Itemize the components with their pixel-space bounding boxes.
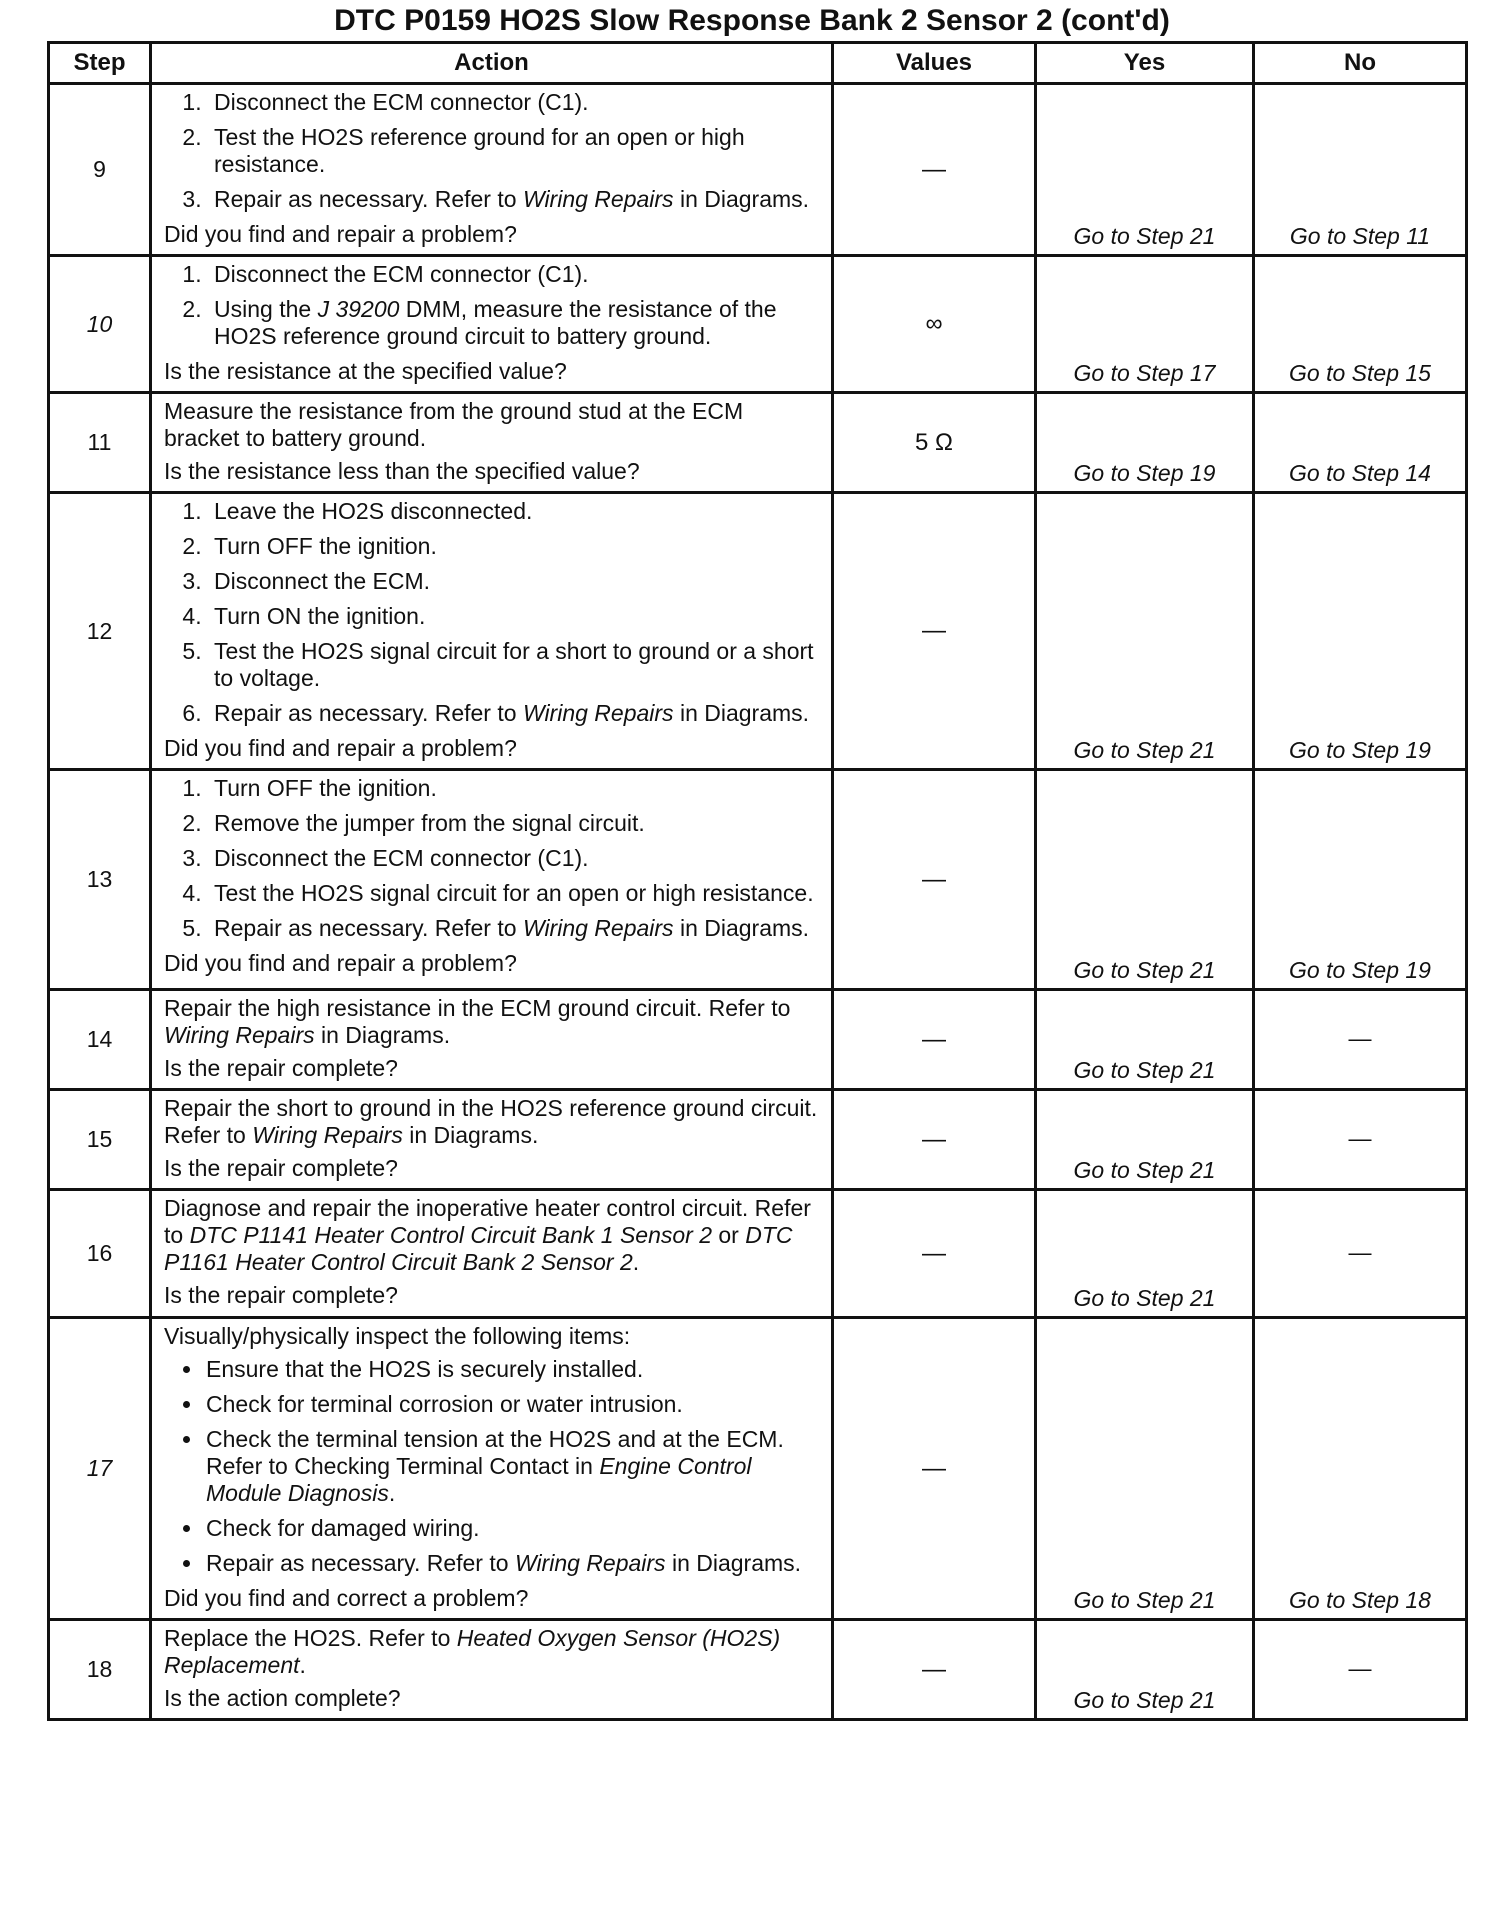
- action-question: Did you find and repair a problem?: [164, 221, 517, 247]
- action-bullet: [204, 1426, 823, 1507]
- action-cell: [151, 1318, 833, 1620]
- text-segment: in Diagrams.: [314, 1022, 451, 1048]
- yes-goto: Go to Step 21: [1036, 770, 1254, 990]
- header-no: No: [1254, 43, 1467, 84]
- action-step: [208, 775, 823, 802]
- action-question: Is the repair complete?: [164, 1055, 398, 1081]
- no-goto: —: [1254, 1190, 1467, 1318]
- text-segment: Repair as necessary. Refer to: [206, 1550, 515, 1576]
- no-goto: Go to Step 14: [1254, 393, 1467, 493]
- text-segment: Disconnect the ECM connector (C1).: [214, 845, 589, 871]
- yes-goto: Go to Step 21: [1036, 1190, 1254, 1318]
- reference-italic: Wiring Repairs: [252, 1122, 403, 1148]
- action-question: Is the action complete?: [164, 1685, 401, 1711]
- action-question: Did you find and repair a problem?: [164, 950, 517, 976]
- table-row: [49, 84, 1467, 256]
- reference-italic: Wiring Repairs: [522, 700, 674, 726]
- no-goto: —: [1254, 1620, 1467, 1720]
- text-segment: Ensure that the HO2S is securely installed.: [206, 1356, 644, 1382]
- text-segment: Repair the high resistance in the ECM ground circuit. Refer to: [164, 995, 791, 1021]
- text-segment: or: [712, 1222, 746, 1248]
- table-row: [49, 393, 1467, 493]
- text-segment: Check for terminal corrosion or water intrusion.: [206, 1391, 683, 1417]
- action-step: [208, 845, 823, 872]
- action-step: [208, 880, 823, 907]
- text-segment: Check for damaged wiring.: [206, 1515, 480, 1541]
- value-cell: —: [833, 1620, 1036, 1720]
- action-step: [208, 186, 823, 213]
- yes-goto: Go to Step 17: [1036, 256, 1254, 393]
- step-number: 15: [49, 1090, 151, 1190]
- action-step: [208, 915, 823, 942]
- value-cell: —: [833, 1090, 1036, 1190]
- action-paragraph: [164, 1323, 823, 1350]
- action-paragraph: [164, 995, 823, 1049]
- text-segment: Visually/physically inspect the following items:: [164, 1323, 631, 1349]
- reference-italic: Wiring Repairs: [164, 1022, 315, 1048]
- yes-goto: Go to Step 21: [1036, 84, 1254, 256]
- action-cell: [151, 256, 833, 393]
- action-cell: [151, 990, 833, 1090]
- action-step: [208, 638, 823, 692]
- reference-italic: Wiring Repairs: [514, 1550, 666, 1576]
- header-values: Values: [833, 43, 1036, 84]
- action-paragraph: [164, 1195, 823, 1276]
- action-paragraph: [164, 1625, 823, 1679]
- header-step: Step: [49, 43, 151, 84]
- action-cell: [151, 1620, 833, 1720]
- action-cell: [151, 1190, 833, 1318]
- step-number: 16: [49, 1190, 151, 1318]
- text-segment: Disconnect the ECM.: [214, 568, 431, 594]
- text-segment: Disconnect the ECM connector (C1).: [214, 89, 589, 115]
- reference-italic: Engine Control Module Diagnosis: [206, 1453, 752, 1506]
- text-segment: Test the HO2S reference ground for an open or high resistance.: [214, 124, 745, 177]
- reference-italic: DTC P1141 Heater Control Circuit Bank 1 Sensor 2: [189, 1222, 712, 1248]
- yes-goto: Go to Step 21: [1036, 493, 1254, 770]
- action-cell: [151, 493, 833, 770]
- value-cell: —: [833, 84, 1036, 256]
- action-bullets-list: [164, 1356, 823, 1577]
- action-question: Did you find and correct a problem?: [164, 1585, 529, 1611]
- text-segment: Diagnose and repair the inoperative heater control circuit. Refer to: [164, 1195, 811, 1248]
- table-header-row: [49, 43, 1467, 84]
- table-row: [49, 990, 1467, 1090]
- text-segment: Replace the HO2S. Refer to: [164, 1625, 457, 1651]
- table-row: [49, 1090, 1467, 1190]
- action-step: [208, 568, 823, 595]
- text-segment: Measure the resistance from the ground stud at the ECM bracket to battery ground.: [164, 398, 744, 451]
- value-cell: —: [833, 493, 1036, 770]
- no-goto: Go to Step 11: [1254, 84, 1467, 256]
- value-cell: —: [833, 1318, 1036, 1620]
- action-bullet: [204, 1391, 823, 1418]
- no-goto: —: [1254, 1090, 1467, 1190]
- text-segment: in Diagrams.: [673, 915, 810, 941]
- reference-italic: Wiring Repairs: [522, 186, 674, 212]
- action-cell: [151, 770, 833, 990]
- step-number: 18: [49, 1620, 151, 1720]
- text-segment: Repair as necessary. Refer to: [214, 700, 523, 726]
- reference-italic: Wiring Repairs: [522, 915, 674, 941]
- action-step: [208, 810, 823, 837]
- text-segment: Test the HO2S signal circuit for a short to ground or a short to voltage.: [214, 638, 814, 691]
- yes-goto: Go to Step 21: [1036, 990, 1254, 1090]
- action-step: [208, 603, 823, 630]
- no-goto: Go to Step 15: [1254, 256, 1467, 393]
- action-steps-list: [164, 498, 823, 727]
- action-cell: [151, 393, 833, 493]
- text-segment: Turn ON the ignition.: [214, 603, 426, 629]
- action-paragraph: [164, 1095, 823, 1149]
- text-segment: Turn OFF the ignition.: [214, 775, 437, 801]
- table-row: [49, 493, 1467, 770]
- step-number: 9: [49, 84, 151, 256]
- step-number: 14: [49, 990, 151, 1090]
- action-step: [208, 498, 823, 525]
- text-segment: Repair as necessary. Refer to: [214, 186, 523, 212]
- text-segment: Check the terminal tension at the HO2S and at the ECM. Refer to Checking Terminal Contact in: [206, 1426, 784, 1479]
- text-segment: Turn OFF the ignition.: [214, 533, 437, 559]
- step-number: 12: [49, 493, 151, 770]
- action-question: Is the repair complete?: [164, 1282, 398, 1308]
- table-row: [49, 770, 1467, 990]
- reference-italic: DTC P1161 Heater Control Circuit Bank 2 Sensor 2: [164, 1222, 793, 1275]
- action-question: Did you find and repair a problem?: [164, 735, 517, 761]
- table-row: [49, 256, 1467, 393]
- action-paragraph: [164, 398, 823, 452]
- yes-goto: Go to Step 21: [1036, 1620, 1254, 1720]
- value-cell: 5 Ω: [833, 393, 1036, 493]
- no-goto: Go to Step 18: [1254, 1318, 1467, 1620]
- action-question: Is the repair complete?: [164, 1155, 398, 1181]
- action-question: Is the resistance at the specified value?: [164, 358, 567, 384]
- text-segment: .: [299, 1652, 306, 1678]
- action-question: Is the resistance less than the specified value?: [164, 458, 640, 484]
- table-row: [49, 1620, 1467, 1720]
- page-title: DTC P0159 HO2S Slow Response Bank 2 Sensor 2 (cont'd): [334, 4, 1170, 37]
- text-segment: Using the: [214, 296, 318, 322]
- no-goto: Go to Step 19: [1254, 770, 1467, 990]
- value-cell: —: [833, 1190, 1036, 1318]
- reference-italic: J 39200: [317, 296, 400, 322]
- table-body: [49, 84, 1467, 1720]
- text-segment: Remove the jumper from the signal circuit.: [214, 810, 645, 836]
- step-number: 10: [49, 256, 151, 393]
- text-segment: Disconnect the ECM connector (C1).: [214, 261, 589, 287]
- action-step: [208, 700, 823, 727]
- text-segment: .: [632, 1249, 640, 1275]
- value-cell: —: [833, 990, 1036, 1090]
- action-steps-list: [164, 261, 823, 350]
- text-segment: in Diagrams.: [402, 1122, 539, 1148]
- table-row: [49, 1318, 1467, 1620]
- reference-italic: Heated Oxygen Sensor (HO2S) Replacement: [164, 1625, 781, 1678]
- action-step: [208, 261, 823, 288]
- text-segment: Repair the short to ground in the HO2S reference ground circuit. Refer to: [164, 1095, 818, 1148]
- action-cell: [151, 84, 833, 256]
- text-segment: in Diagrams.: [673, 700, 810, 726]
- action-step: [208, 296, 823, 350]
- action-step: [208, 89, 823, 116]
- yes-goto: Go to Step 21: [1036, 1318, 1254, 1620]
- step-number: 17: [49, 1318, 151, 1620]
- no-goto: —: [1254, 990, 1467, 1090]
- action-cell: [151, 1090, 833, 1190]
- no-goto: Go to Step 19: [1254, 493, 1467, 770]
- action-bullet: [204, 1356, 823, 1383]
- step-number: 13: [49, 770, 151, 990]
- action-step: [208, 533, 823, 560]
- text-segment: Leave the HO2S disconnected.: [214, 498, 533, 524]
- action-steps-list: [164, 89, 823, 213]
- text-segment: Test the HO2S signal circuit for an open or high resistance.: [214, 880, 814, 906]
- value-cell: —: [833, 770, 1036, 990]
- text-segment: Repair as necessary. Refer to: [214, 915, 523, 941]
- action-bullet: [204, 1550, 823, 1577]
- table-row: [49, 1190, 1467, 1318]
- text-segment: in Diagrams.: [673, 186, 810, 212]
- action-step: [208, 124, 823, 178]
- diagnostic-table: [47, 41, 1468, 1721]
- step-number: 11: [49, 393, 151, 493]
- yes-goto: Go to Step 19: [1036, 393, 1254, 493]
- yes-goto: Go to Step 21: [1036, 1090, 1254, 1190]
- action-steps-list: [164, 775, 823, 942]
- header-yes: Yes: [1036, 43, 1254, 84]
- action-bullet: [204, 1515, 823, 1542]
- text-segment: .: [388, 1480, 396, 1506]
- value-cell: ∞: [833, 256, 1036, 393]
- text-segment: DMM, measure the resistance of the HO2S reference ground circuit to battery ground.: [214, 296, 777, 349]
- header-action: Action: [151, 43, 833, 84]
- text-segment: in Diagrams.: [665, 1550, 802, 1576]
